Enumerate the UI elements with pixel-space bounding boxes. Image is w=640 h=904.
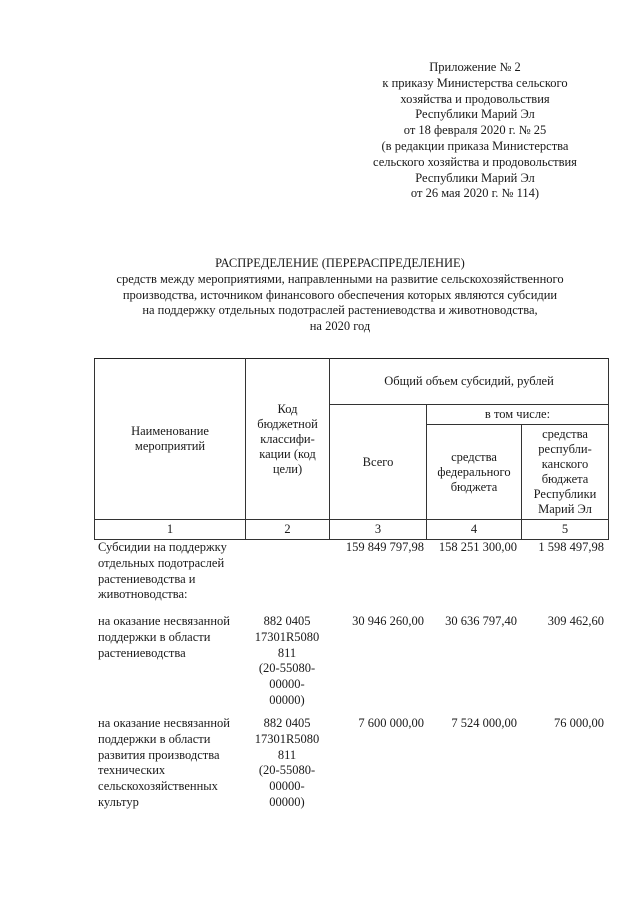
row-code-line: 00000- [269,779,305,794]
header-all: Всего [330,405,427,520]
column-number: 3 [330,520,427,540]
row-code [245,614,329,709]
document-title: РАСПРЕДЕЛЕНИЕ (ПЕРЕРАСПРЕДЕЛЕНИЕ) [215,256,465,270]
row-name-line: поддержки в области [98,731,211,746]
row-name [98,716,243,811]
row-code-line: 811 [277,747,297,762]
row-code-line: (20-55080- [258,661,316,676]
heading-line: на 2020 год [309,319,371,334]
row-name-line: животноводства: [98,587,188,602]
column-number: 1 [95,520,246,540]
row-name-line: на оказание несвязанной [98,614,230,628]
row-code [245,716,329,811]
appendix-line: к приказу Министерства сельского [382,75,568,90]
row-total: 159 849 797,98 [345,540,424,554]
heading-line: производства, источником финансового обеспечения которых являются субсидии [122,287,558,302]
row-republic: 309 462,60 [547,614,604,628]
row-code-line: (20-55080- [258,763,316,778]
row-code-line: 17301R5080 [254,731,320,746]
row-republic: 1 598 497,98 [538,540,604,554]
row-name-line: растениеводства [98,645,186,660]
header-federal: средства федерального бюджета [427,425,522,520]
row-name-line: сельскохозяйственных [98,779,218,794]
row-name-line: культур [98,794,139,809]
appendix-line: от 26 мая 2020 г. № 114) [410,186,540,201]
row-name-line: поддержки в области [98,629,211,644]
row-name-line: технических [98,763,166,778]
header-republic: средства республи-канского бюджета Республики Марий Эл [522,425,609,520]
row-code-line: 882 0405 [263,716,311,730]
appendix-line: Республики Марий Эл [415,170,535,185]
row-code-line: 882 0405 [263,614,311,628]
row-code-line: 00000) [269,692,305,707]
appendix-line: (в редакции приказа Министерства [381,138,569,153]
appendix-line: хозяйства и продовольствия [400,91,550,106]
column-number: 4 [427,520,522,540]
row-name [98,540,243,603]
row-code-line: 17301R5080 [254,629,320,644]
header-including: в том числе: [427,405,609,425]
header-total-volume: Общий объем субсидий, рублей [330,359,609,405]
column-number: 2 [246,520,330,540]
appendix-line: от 18 февраля 2020 г. № 25 [403,123,547,138]
row-name-line: растениеводства и [98,571,196,586]
header-code: Код бюджетной классифи-кации (код цели) [246,359,330,520]
row-name-line: Субсидии на поддержку [98,540,227,554]
document-heading [60,256,620,335]
appendix-line: Приложение № 2 [429,60,521,74]
heading-line: средств между мероприятиями, направленными на развитие сельскохозяйственного [116,271,564,286]
row-name-line: отдельных подотраслей [98,555,225,570]
row-code-line: 811 [277,645,297,660]
row-code-line: 00000- [269,677,305,692]
row-republic: 76 000,00 [554,716,604,730]
row-name-line: на оказание несвязанной [98,716,230,730]
header-name: Наименование мероприятий [95,359,246,520]
row-federal: 30 636 797,40 [445,614,517,628]
row-total: 30 946 260,00 [352,614,424,628]
appendix-line: сельского хозяйства и продовольствия [373,154,577,169]
row-name-line: развития производства [98,747,220,762]
column-number: 5 [522,520,609,540]
appendix-line: Республики Марий Эл [415,107,535,122]
heading-line: на поддержку отдельных подотраслей растениеводства и животноводства, [142,303,538,318]
row-federal: 158 251 300,00 [438,540,517,554]
row-name [98,614,243,661]
appendix-block [330,60,620,202]
distribution-table-header [94,358,609,540]
row-total: 7 600 000,00 [358,716,424,730]
row-code-line: 00000) [269,794,305,809]
row-federal: 7 524 000,00 [451,716,517,730]
